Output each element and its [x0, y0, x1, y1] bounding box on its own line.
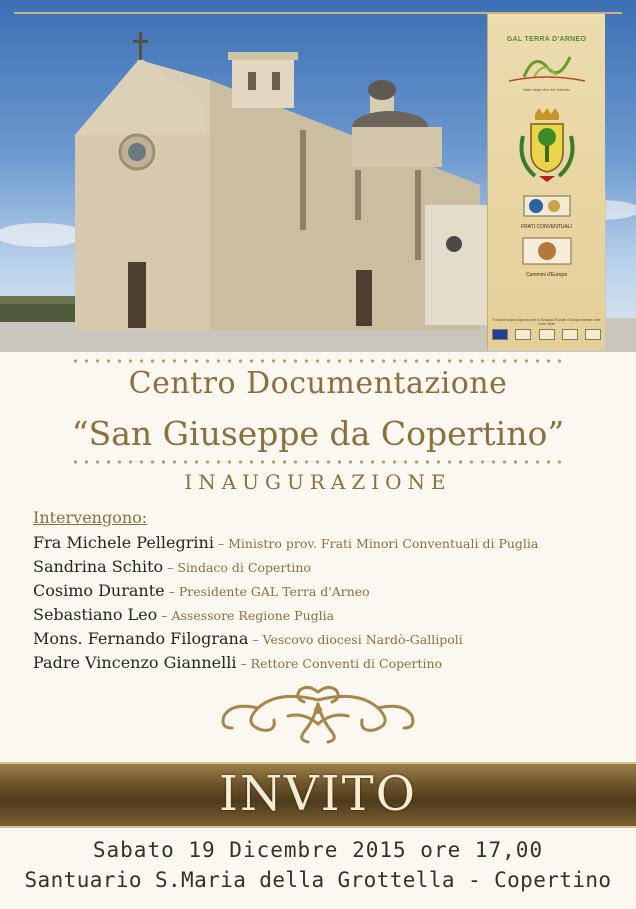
invito-title: INVITO — [219, 766, 417, 822]
event-date: Sabato 19 Dicembre 2015 ore 17,00 — [92, 838, 544, 862]
flourish-ornament-icon — [218, 680, 418, 746]
speaker-role: – Sindaco di Copertino — [163, 560, 311, 575]
speakers-list — [33, 508, 613, 675]
title-line-1: Centro Documentazione — [128, 366, 508, 401]
frati-conventuali-logo: FRATI CONVENTUALI — [520, 224, 573, 230]
speaker-name: Padre Vincenzo Giannelli — [33, 653, 237, 672]
speaker-row — [33, 579, 613, 603]
speaker-row — [33, 651, 613, 675]
speaker-name: Cosimo Durante — [33, 581, 165, 600]
region-logo-icon — [539, 329, 555, 340]
speaker-row — [33, 627, 613, 651]
gal-title: GAL TERRA D'ARNEO — [506, 36, 587, 43]
psr-logo-icon — [562, 329, 578, 340]
speaker-row — [33, 603, 613, 627]
eu-flag-icon — [492, 329, 508, 340]
municipal-crest-icon — [515, 106, 579, 184]
speaker-row — [33, 555, 613, 579]
speaker-name: Fra Michele Pellegrini — [33, 533, 214, 552]
eu-funding-note: Fondo Europeo Agricolo per lo Sviluppo Rurale: l'Europa investe nelle zone rurali — [492, 318, 601, 326]
speaker-name: Sebastiano Leo — [33, 605, 158, 624]
book-logo-icon — [522, 194, 572, 218]
speaker-name: Mons. Fernando Filograna — [33, 629, 249, 648]
funding-logos — [492, 329, 601, 340]
dotted-divider-top — [70, 358, 566, 364]
event-place: Santuario S.Maria della Grottella - Copertino — [24, 868, 612, 892]
cammini-europa-logo: Cammini d'Europa — [526, 272, 567, 278]
friars-emblem-icon — [519, 236, 575, 266]
speaker-role: – Presidente GAL Terra d'Arneo — [164, 584, 370, 599]
speaker-role: – Assessore Regione Puglia — [157, 608, 335, 623]
event-type: INAUGURAZIONE — [184, 470, 452, 494]
leader-logo-icon — [585, 329, 601, 340]
italy-emblem-icon — [515, 329, 531, 340]
speaker-role: – Ministro prov. Frati Minori Conventuali di Puglia — [213, 536, 539, 551]
speaker-role: – Vescovo diocesi Nardò-Gallipoli — [248, 632, 463, 647]
speaker-row — [33, 531, 613, 555]
speaker-name: Sandrina Schito — [33, 557, 164, 576]
speakers-label: Intervengono: — [33, 508, 148, 527]
title-line-2: “San Giuseppe da Copertino” — [71, 414, 565, 453]
gal-logo-icon — [504, 47, 590, 87]
dotted-divider-bottom — [70, 459, 566, 465]
sponsor-column — [487, 14, 605, 350]
partner-logos — [519, 194, 575, 278]
speaker-role: – Rettore Conventi di Copertino — [236, 656, 443, 671]
gal-tagline: Valle degli ulivi del Salento — [522, 87, 571, 92]
